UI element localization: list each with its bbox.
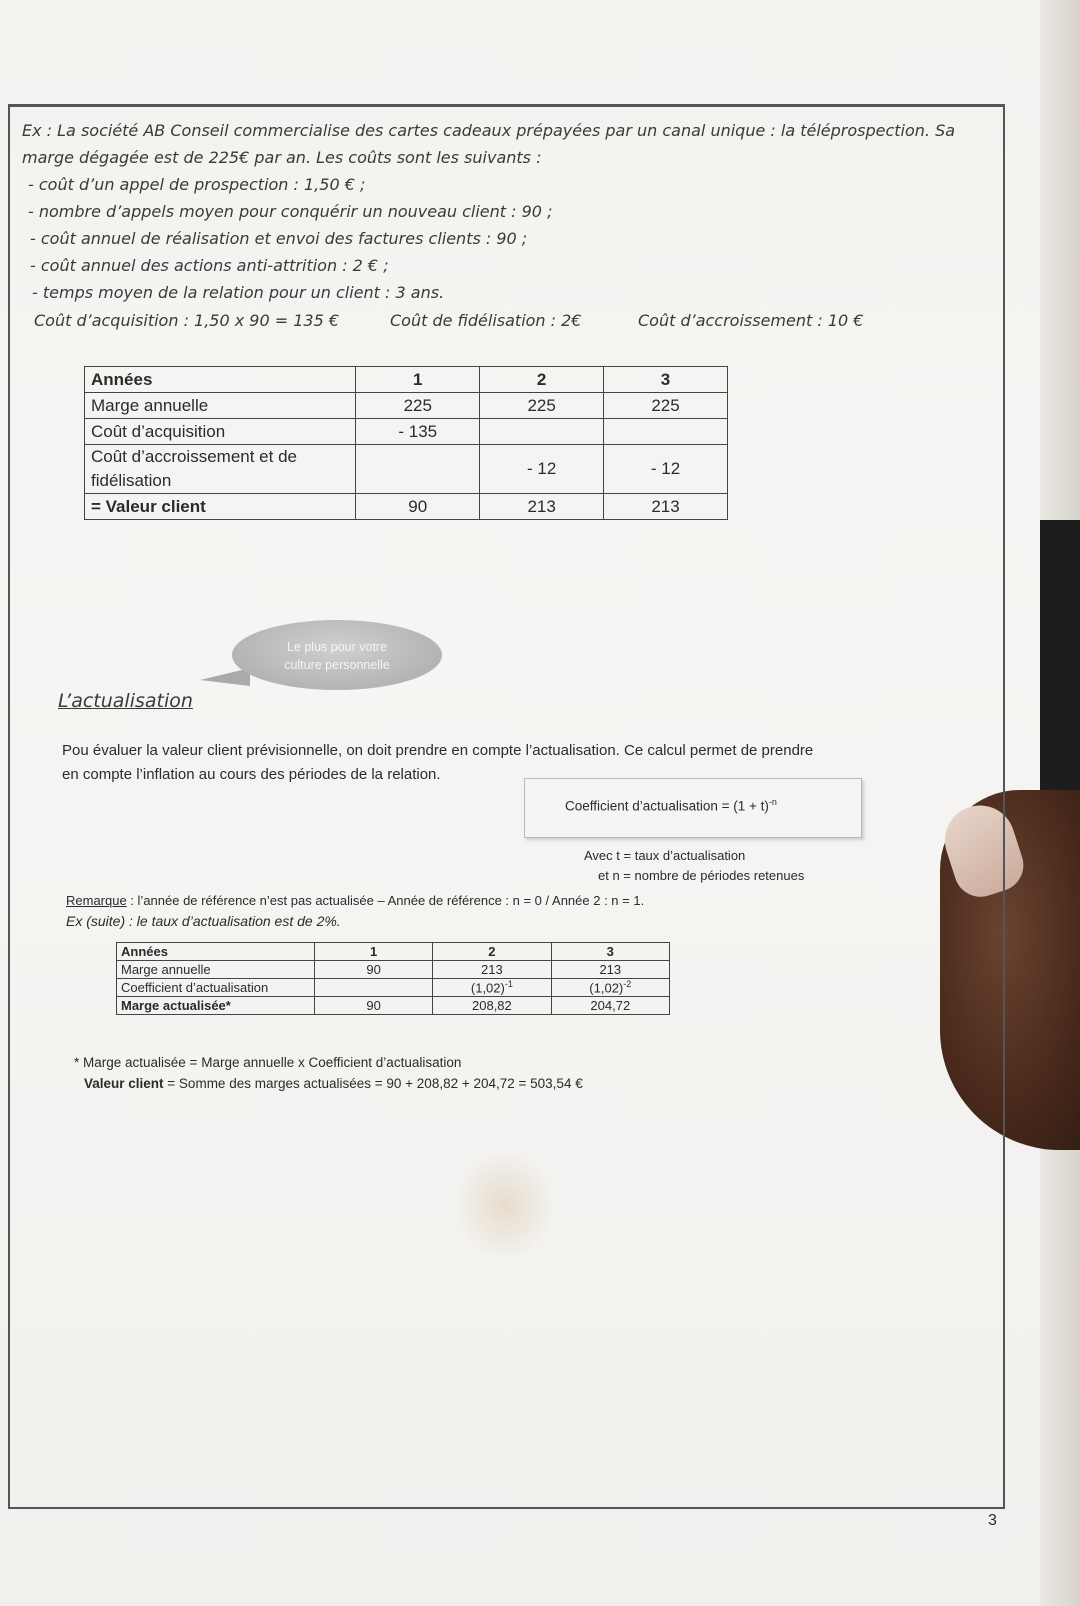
coef-base: (1,02)	[589, 980, 624, 996]
formula-box	[524, 778, 862, 838]
remarque-label: Remarque	[66, 893, 127, 908]
table-header-cell: 1	[356, 367, 480, 393]
bullet-3: - coût annuel de réalisation et envoi des factures clients : 90 ;	[30, 229, 528, 248]
table-cell: 213	[480, 494, 604, 520]
avec-line-1: Avec t = taux d’actualisation	[584, 848, 746, 863]
table-cell	[433, 979, 551, 997]
table-cell: - 12	[604, 445, 728, 494]
cost-fidelisation: Coût de fidélisation : 2€	[390, 311, 582, 330]
table-cell	[551, 979, 669, 997]
table-row	[85, 494, 728, 520]
formula-text	[565, 797, 777, 814]
formula-main: Coefficient d’actualisation = (1 + t)	[565, 798, 769, 814]
table-cell	[356, 445, 480, 494]
remarque-line	[66, 893, 644, 908]
cost-accroissement: Coût d’accroissement : 10 €	[638, 311, 864, 330]
table-header-cell: 3	[551, 943, 669, 961]
avec-line-2: et n = nombre de périodes retenues	[598, 868, 805, 883]
table-header-cell: 3	[604, 367, 728, 393]
bullet-2: - nombre d’appels moyen pour conquérir un nouveau client : 90 ;	[28, 202, 553, 221]
table-row	[85, 445, 728, 494]
table-cell: 225	[356, 393, 480, 419]
remarque-text: : l’année de référence n’est pas actualisée – Année de référence : n = 0 / Année 2 : n = 1.	[126, 893, 645, 908]
bullet-4: - coût annuel des actions anti-attrition : 2 € ;	[30, 256, 389, 275]
table-cell: 208,82	[433, 997, 551, 1015]
table-cell: 213	[551, 961, 669, 979]
coef-base: (1,02)	[470, 980, 505, 996]
table-row	[85, 393, 728, 419]
footnote-text: = Somme des marges actualisées = 90 + 208,82 + 204,72 = 503,54 €	[163, 1076, 583, 1091]
table-row	[117, 961, 670, 979]
table-cell: 213	[604, 494, 728, 520]
footnote-line-2	[84, 1076, 583, 1091]
table-cell: Marge annuelle	[85, 393, 356, 419]
table-header-cell: 2	[433, 943, 551, 961]
table-cell: Coût d’accroissement et de fidélisation	[85, 445, 356, 494]
para-line-2: en compte l’inflation au cours des périodes de la relation.	[62, 766, 441, 783]
table-cell: Coefficient d’actualisation	[117, 979, 315, 997]
intro-line-1: Ex : La société AB Conseil commercialise des cartes cadeaux prépayées par un canal unique : la téléprospection. Sa	[22, 121, 956, 140]
table-cell: 90	[356, 494, 480, 520]
bullet-5: - temps moyen de la relation pour un client : 3 ans.	[32, 283, 445, 302]
para-line-1: Pou évaluer la valeur client prévisionnelle, on doit prendre en compte l’actualisation. Ce calcul permet de prendre	[62, 742, 814, 759]
table-header-cell: Années	[85, 367, 356, 393]
valeur-client-table	[84, 366, 728, 520]
coef-exponent: -2	[623, 979, 632, 990]
table-cell: Coût d’acquisition	[85, 419, 356, 445]
intro-line-2: marge dégagée est de 225€ par an. Les coûts sont les suivants :	[22, 148, 542, 167]
table-header-cell: 1	[315, 943, 433, 961]
culture-bubble	[232, 620, 442, 690]
table-cell: Marge annuelle	[117, 961, 315, 979]
footnote-line-1: * Marge actualisée = Marge annuelle x Coefficient d’actualisation	[74, 1055, 462, 1070]
table-header-cell: 2	[480, 367, 604, 393]
table-cell: - 135	[356, 419, 480, 445]
footnote-label: Valeur client	[84, 1076, 164, 1091]
table-cell: - 12	[480, 445, 604, 494]
table-cell: 90	[315, 961, 433, 979]
formula-exponent: -n	[768, 797, 777, 807]
table-cell: 225	[480, 393, 604, 419]
table-row	[117, 997, 670, 1015]
table-cell	[315, 979, 433, 997]
bubble-line-1: Le plus pour votre	[286, 640, 388, 654]
page-number: 3	[988, 1512, 997, 1529]
coef-exponent: -1	[504, 979, 513, 990]
ex-suite: Ex (suite) : le taux d’actualisation est de 2%.	[66, 913, 341, 929]
section-title: L’actualisation	[58, 690, 193, 712]
table-cell	[480, 419, 604, 445]
background-dark-area	[1040, 520, 1080, 820]
table-row	[117, 979, 670, 997]
table-cell	[604, 419, 728, 445]
table-header-row	[117, 943, 670, 961]
cost-acquisition: Coût d’acquisition : 1,50 x 90 = 135 €	[34, 311, 340, 330]
table-header-cell: Années	[117, 943, 315, 961]
bubble-line-2: culture personnelle	[284, 658, 390, 672]
table-cell: 204,72	[551, 997, 669, 1015]
table-header-row	[85, 367, 728, 393]
table-cell: 225	[604, 393, 728, 419]
bullet-1: - coût d’un appel de prospection : 1,50 € ;	[28, 175, 366, 194]
table-cell: Marge actualisée*	[117, 997, 315, 1015]
table-cell: 213	[433, 961, 551, 979]
table-cell: = Valeur client	[85, 494, 356, 520]
marge-actualisee-table	[116, 942, 670, 1015]
table-cell: 90	[315, 997, 433, 1015]
table-row	[85, 419, 728, 445]
